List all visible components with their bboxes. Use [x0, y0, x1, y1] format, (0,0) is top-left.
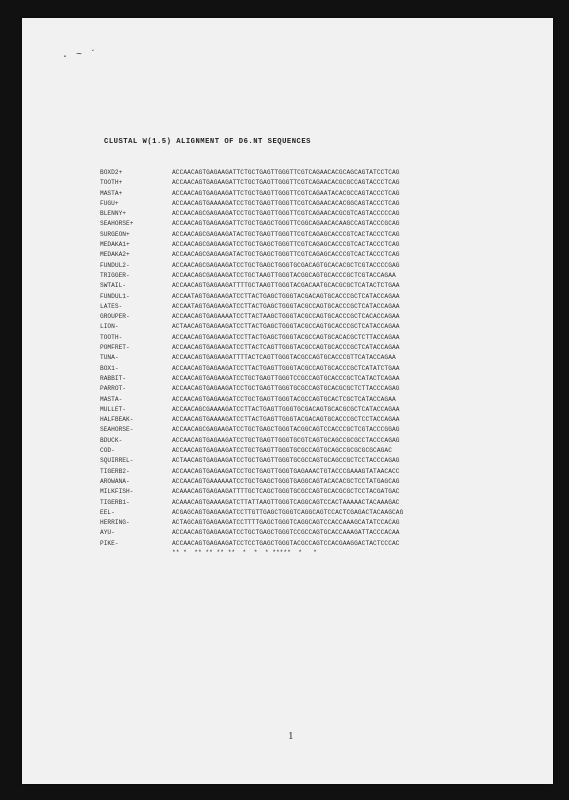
alignment-row: [100, 405, 477, 415]
sequence-string: ACCAACAGTGAGAAGATTCTGCTGAGCTGGGTTCGGCAGAACACAAGCCAGTACCCGCAG: [172, 220, 400, 228]
alignment-row: [100, 528, 477, 538]
alignment-row: [100, 333, 477, 343]
sequence-name: BOX1-: [100, 364, 119, 372]
alignment-row: [100, 168, 477, 178]
alignment-row: [100, 302, 477, 312]
alignment-row: [100, 384, 477, 394]
sequence-name: FUNDUL2-: [100, 261, 130, 269]
sequence-name: GROUPER-: [100, 313, 130, 321]
alignment-row: [100, 271, 477, 281]
sequence-string: ACCAACAGTGAGAAGATCCTCCTGAGCTGGGTACGCCAGTCCACGAAGGACTACTCCCAC: [172, 539, 400, 547]
sequence-string: ACCAATAGTGAGAAGATCCTTACTGAGCTGGGTACGCCAGTGCACCCGCTCATACCAGAA: [172, 302, 400, 310]
sequence-string: ACCAACAGTGAGAAGATTTTGCTAAGTTGGGTACGACAATGCACGCGCTCATACTCTGAA: [172, 282, 400, 290]
sequence-string: ACCAACAGTGAAAAAATCCTGCTGAGCTGGGTGAGGCAGTACACACGCTCCTATGAGCAG: [172, 477, 400, 485]
sequence-string: ACCAACAGTGAGAAGATTTTACTCAGTTGGGTACGCCAGTGCACCCGTTCATACCAGAA: [172, 354, 396, 362]
sequence-string: ACCAACAGCGAGAAGATCCTGCTGAGTTGGGTTCGTCAGAACACGCGTCAGTACCCCCAG: [172, 210, 400, 218]
sequence-string: ACCAATAGTGAGAAGATCCTTACTGAGCTGGGTACGACAGTGCACCCGCTCATACCAGAA: [172, 292, 400, 300]
sequence-string: ACCAACAGTGAAAAGATCCTTACTGAGTTGGGTACGACAGTGCACCCGCTCCTACCAGAA: [172, 416, 400, 424]
alignment-row: [100, 322, 477, 332]
sequence-string: ACCAACAGTGAAAAGATCCTGCTGAGTTGGGTTCGTCAGAACACACGGCAGTACCCTCAG: [172, 199, 400, 207]
sequence-string: ACCAACAGTGAGAAGATCCTTACTCAGTTGGGTACGCCAGTGCACCCGCTCATACCAGAA: [172, 344, 400, 352]
sequence-name: BOXD2+: [100, 169, 123, 176]
sequence-name: SEAHORSE+: [100, 220, 134, 228]
sequence-string: ACTAGCAGTGAGAAGATCCTTTTGAGCTGGGTCAGGCAGTCCACCAAAGCATATCCACAG: [172, 519, 400, 527]
sequence-string: ACCAACAGCGAAAAGATCCTTACTGAGTTGGGTGCGACAGTGCACGCGCTCATACCAGAA: [172, 405, 400, 413]
document-title: CLUSTAL W(1.5) ALIGNMENT OF D6.NT SEQUENCES: [104, 138, 311, 146]
sequence-string: ACCAACAGCGAGAAGATCCTGCTGAGCTGGGTTCGTCAGAGCACCCGTCACTACCCTCAG: [172, 241, 400, 249]
sequence-string: ACCAACAGTGAGAAAATCCTTACTAAGCTGGGTACGCCAGTGCACCCGCTCACACCAGAA: [172, 313, 400, 321]
sequence-name: LATES-: [100, 302, 123, 310]
sequence-string: ACCAACAGTGAGAAGATTCTGCTGAGTTGGGTTCGTCAGAACACGCGCCAGTACCCTCAG: [172, 179, 400, 187]
alignment-row: [100, 219, 477, 229]
sequence-string: ACTAACAGTGAGAAGATCCTTACTGAGCTGGGTACGCCAGTGCACCCGCTCATACCAGAA: [172, 323, 400, 331]
sequence-name: MILKFISH-: [100, 488, 134, 496]
sequence-string: ACGAGCAGTGAGAAGATCCTTGTTGAGCTGGGTCAGGCAGTCCACTCGAGACTACAAGCAG: [172, 508, 404, 516]
page-number: 1: [288, 730, 294, 742]
alignment-row: [100, 436, 477, 446]
sequence-name: POMFRET-: [100, 344, 130, 352]
alignment-row: [100, 508, 477, 518]
sequence-string: ACCAACAGCGAGAAGATCCTGCTGAGCTGGGTGCGACAGTGCACACGCTCGTACCCCGAG: [172, 261, 400, 269]
sequence-name: TIGERB2-: [100, 467, 130, 475]
alignment-row: [100, 446, 477, 456]
sequence-name: RABBIT-: [100, 374, 126, 382]
sequence-name: FUNDUL1-: [100, 292, 130, 300]
sequence-name: TOOTH+: [100, 179, 123, 187]
alignment-row: [100, 250, 477, 260]
alignment-row: [100, 467, 477, 477]
sequence-string: ACCAACAGTGAGAAGATTCTGCTGAGTTGGGTTCGTCAGAATACACGCCAGTACCCTCAG: [172, 189, 400, 197]
sequence-string: ACCAACAGCGAGAAGATACTGCTGAGTTGGGTTCGTCAGAGCACCCGTCACTACCCTCAG: [172, 230, 400, 238]
sequence-name: LION-: [100, 323, 119, 331]
alignment-row: [100, 487, 477, 497]
sequence-string: ACTAACAGTGAGAAGATCCTGCTGAGTTGGGTGCGCCAGTGCAGCCGCTCCTACCCAGAG: [172, 457, 400, 465]
sequence-name: TRIGGER-: [100, 271, 130, 279]
alignment-row: [100, 209, 477, 219]
sequence-name: HALFBEAK-: [100, 416, 134, 424]
alignment-row: [100, 281, 477, 291]
sequence-string: ACCAACAGCGAGAAGATCCTGCTGAGCTGGGTACGGCAGTCCACCCGCTCGTACCCGGAG: [172, 426, 400, 434]
sequence-string: ACCAACAGTGAGAAGATCCTGCTGAGTTGGGTGAGAAACTGTACCCGAAAGTATAACACC: [172, 467, 400, 475]
sequence-name: AROWANA-: [100, 477, 130, 485]
sequence-name: AYU-: [100, 529, 115, 537]
sequence-name: COD-: [100, 447, 115, 455]
alignment-row: [100, 456, 477, 466]
sequence-string: ACCAACAGTGAGAAGATCCTGCTGAGTTGGGTCCGCCAGTGCACCCGCTCATACTCAGAA: [172, 374, 400, 382]
document-page: [22, 18, 553, 784]
alignment-row: [100, 240, 477, 250]
sequence-string: ACAAACAGTGAGAAGATTTTGCTCAGCTGGGTGCGCCAGTGCACGCGCTCCTACGATGAC: [172, 488, 400, 496]
sequence-name: TOOTH-: [100, 333, 123, 341]
sequence-name: MEDAKA1+: [100, 241, 130, 249]
sequence-name: EEL-: [100, 508, 115, 516]
sequence-name: MULLET-: [100, 405, 126, 413]
sequence-name: PIKE-: [100, 539, 119, 547]
sequence-string: ACAAACAGTGAAAAGATCTTATTAAGTTGGGTCAGGCAGTCCACTAAAAACTACAAAGAC: [172, 498, 400, 506]
sequence-name: TIGERB1-: [100, 498, 130, 506]
alignment-row: [100, 518, 477, 528]
alignment-row: [100, 477, 477, 487]
consensus-row: [100, 549, 477, 557]
alignment-row: [100, 292, 477, 302]
sequence-string: ACCAACAGCGAGAAGATACTGCTGAGCTGGGTTCGTCAGAGCACCCGTCACTACCCTCAG: [172, 251, 400, 259]
consensus-spacer: [100, 549, 172, 557]
sequence-name: PARROT-: [100, 385, 126, 393]
alignment-row: [100, 261, 477, 271]
pen-mark: . ~ ´: [62, 50, 98, 61]
sequence-name: FUGU+: [100, 199, 119, 207]
sequence-name: BDUCK-: [100, 436, 123, 444]
sequence-string: ACCAACAGTGAGAAGATCCTGCTGAGTTGGGTGCGTCAGTGCAGCCGCGCCTACCCAGAG: [172, 436, 400, 444]
alignment-row: [100, 395, 477, 405]
alignment-row: [100, 178, 477, 188]
alignment-row: [100, 539, 477, 549]
alignment-row: [100, 189, 477, 199]
sequence-name: SQUIRREL-: [100, 457, 134, 465]
sequence-string: ACCAACAGTGAGAAGATCCTTACTGAGTTGGGTACGCCAGTGCACCCGCTCATATCTGAA: [172, 364, 400, 372]
alignment-row: [100, 199, 477, 209]
sequence-string: ACCAACAGTGAGAAGATCCTGCTGAGTTGGGTACGCCAGTGCACTCGCTCATACCAGAA: [172, 395, 396, 403]
sequence-name: BLENNY+: [100, 210, 126, 218]
sequence-name: TUNA-: [100, 354, 119, 362]
sequence-name: MASTA+: [100, 189, 123, 197]
sequence-string: ACCAACAGTGAGAAGATCCTGCTGAGTTGGGTGCGCCAGTGCAGCCGCGCGCGCAGAC: [172, 447, 392, 455]
alignment-row: [100, 415, 477, 425]
sequence-string: ACCAACAGTGAGAAGATTCTGCTGAGTTGGGTTCGTCAGAACACGCAGCAGTATCCTCAG: [172, 169, 400, 176]
sequence-string: ACCAACAGCGAGAAGATCCTGCTAAGTTGGGTACGGCAGTGCACCCGCTCGTACCAGAA: [172, 271, 396, 279]
sequence-string: ACCAACAGTGAGAAGATCCTTACTGAGCTGGGTACGCCAGTGCACACGCTCTTACCAGAA: [172, 333, 400, 341]
alignment-row: [100, 425, 477, 435]
alignment-row: [100, 498, 477, 508]
sequence-string: ACCAACAGTGAGAAGATCCTGCTGAGTTGGGTGCGCCAGTGCACGCGCTCTTACCCAGAG: [172, 385, 400, 393]
sequence-name: SEAHORSE-: [100, 426, 134, 434]
sequence-name: SURGEON+: [100, 230, 130, 238]
sequence-name: HERRING-: [100, 519, 130, 527]
sequence-name: MASTA-: [100, 395, 123, 403]
sequence-name: MEDAKA2+: [100, 251, 130, 259]
alignment-row: [100, 343, 477, 353]
sequence-alignment: [100, 168, 477, 557]
alignment-row: [100, 374, 477, 384]
consensus-marks: ** * ** ** ** ** * * * ***** * *: [172, 548, 317, 556]
sequence-string: ACCAACAGTGAGAAGATCCTGCTGAGCTGGGTCCGCCAGTGCACCAAAGATTACCCACAA: [172, 529, 400, 537]
alignment-row: [100, 312, 477, 322]
sequence-name: SWTAIL-: [100, 282, 126, 290]
alignment-row: [100, 364, 477, 374]
alignment-row: [100, 230, 477, 240]
alignment-row: [100, 353, 477, 363]
